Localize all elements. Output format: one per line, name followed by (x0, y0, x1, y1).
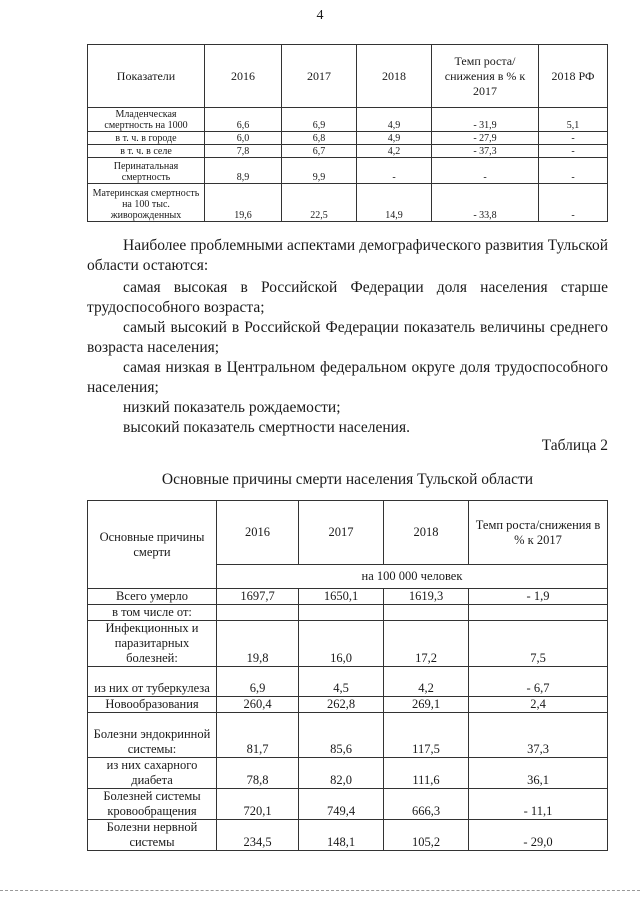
table-cell: 6,9 (217, 667, 299, 697)
table-cell: в т. ч. в селе (88, 145, 205, 158)
table-cell: 111,6 (384, 758, 469, 789)
table-header-cell: Основные причины смерти (88, 501, 217, 589)
table-row (88, 605, 608, 621)
table-cell: - (539, 184, 608, 222)
table-header-cell: 2018 (384, 501, 469, 565)
table-row (88, 758, 608, 789)
table-cell: 19,6 (205, 184, 282, 222)
table-cell: - 31,9 (432, 108, 539, 132)
table-cell: 1650,1 (299, 589, 384, 605)
table-cell: 234,5 (217, 820, 299, 851)
table-cell: из них от туберкулеза (88, 667, 217, 697)
table-row (88, 621, 608, 667)
table-cell: Всего умерло (88, 589, 217, 605)
table-cell: 148,1 (299, 820, 384, 851)
table-cell (217, 605, 299, 621)
table-header-cell: 2018 РФ (539, 45, 608, 108)
table-cell: 36,1 (469, 758, 608, 789)
table-caption-label: Таблица 2 (541, 437, 608, 454)
paragraph-item: самая высокая в Российской Федерации доля населения старше трудоспособного возраста; (87, 279, 608, 316)
table-header-cell: 2016 (205, 45, 282, 108)
table-cell: - 6,7 (469, 667, 608, 697)
table-cell: 269,1 (384, 697, 469, 713)
paragraph-intro: Наиболее проблемными аспектами демографического развития Тульской области остаются: (87, 237, 608, 274)
table-header-cell: 2017 (282, 45, 357, 108)
table-cell: в т. ч. в городе (88, 132, 205, 145)
table-header-cell: 2017 (299, 501, 384, 565)
table-cell: 16,0 (299, 621, 384, 667)
table-cell: 2,4 (469, 697, 608, 713)
table-cell: 82,0 (299, 758, 384, 789)
table-cell: Болезни эндокринной системы: (88, 713, 217, 758)
table-cell: Материнская смертность на 100 тыс. живорожденных (88, 184, 205, 222)
table-cell: 666,3 (384, 789, 469, 820)
table-cell: Болезни нервной системы (88, 820, 217, 851)
table-cell: 78,8 (217, 758, 299, 789)
table-cell: Инфекционных и паразитарных болезней: (88, 621, 217, 667)
table-cell: 4,5 (299, 667, 384, 697)
table-cell: - 1,9 (469, 589, 608, 605)
table-cell: 6,9 (282, 108, 357, 132)
table-header-cell: 2018 (357, 45, 432, 108)
table-cell: - (539, 145, 608, 158)
table-cell: 6,7 (282, 145, 357, 158)
table-cell: 7,5 (469, 621, 608, 667)
death-causes-table (87, 500, 608, 851)
table-cell: 6,8 (282, 132, 357, 145)
table-cell: 6,6 (205, 108, 282, 132)
table-cell: 81,7 (217, 713, 299, 758)
table-cell: - (357, 158, 432, 184)
table-header-cell: 2016 (217, 501, 299, 565)
table-cell: Новообразования (88, 697, 217, 713)
table-cell: 5,1 (539, 108, 608, 132)
table-cell: Болезней системы кровообращения (88, 789, 217, 820)
table-cell: 262,8 (299, 697, 384, 713)
table-row (88, 667, 608, 697)
table-cell (469, 605, 608, 621)
table-cell (384, 605, 469, 621)
table-row (88, 158, 608, 184)
paragraph-item: низкий показатель рождаемости; (123, 399, 341, 416)
table-cell: - 11,1 (469, 789, 608, 820)
table-cell: Перинатальная смертность (88, 158, 205, 184)
table-row (88, 697, 608, 713)
table-cell: 8,9 (205, 158, 282, 184)
table-cell: 4,9 (357, 108, 432, 132)
table-cell: - 37,3 (432, 145, 539, 158)
paragraph-item: самый высокий в Российской Федерации показатель величины среднего возраста населения; (87, 319, 608, 356)
table-cell: в том числе от: (88, 605, 217, 621)
table-header-row (88, 45, 608, 108)
table-cell: 4,9 (357, 132, 432, 145)
scan-edge-divider (0, 890, 640, 895)
table-cell: 1619,3 (384, 589, 469, 605)
table-cell: из них сахарного диабета (88, 758, 217, 789)
table-header-cell: Темп роста/снижения в % к 2017 (432, 45, 539, 108)
table-cell: 4,2 (384, 667, 469, 697)
table-row (88, 789, 608, 820)
infant-mortality-table (87, 44, 608, 222)
table-cell: 19,8 (217, 621, 299, 667)
page-number: 4 (316, 8, 324, 23)
table-cell: 117,5 (384, 713, 469, 758)
paragraph-item: высокий показатель смертности населения. (123, 419, 410, 436)
paragraph-item: самая низкая в Центральном федеральном округе доля трудоспособного населения; (87, 359, 608, 396)
table-row (88, 108, 608, 132)
unit-cell: на 100 000 человек (217, 565, 608, 589)
table-cell: 85,6 (299, 713, 384, 758)
table-row (88, 145, 608, 158)
table-cell: - (539, 158, 608, 184)
table-cell: 22,5 (282, 184, 357, 222)
table-cell: 105,2 (384, 820, 469, 851)
table-cell: 749,4 (299, 789, 384, 820)
table-cell: 14,9 (357, 184, 432, 222)
table-cell: 260,4 (217, 697, 299, 713)
table-cell: 9,9 (282, 158, 357, 184)
table-header-row (88, 501, 608, 565)
table-row (88, 713, 608, 758)
table-cell: 37,3 (469, 713, 608, 758)
table-cell: 720,1 (217, 789, 299, 820)
table-cell: - (539, 132, 608, 145)
table-row (88, 132, 608, 145)
table-header-cell: Показатели (88, 45, 205, 108)
table-cell: 1697,7 (217, 589, 299, 605)
table-cell: - (432, 158, 539, 184)
table-cell: 17,2 (384, 621, 469, 667)
table-row (88, 589, 608, 605)
table-cell: - 29,0 (469, 820, 608, 851)
table-cell: Младенческая смертность на 1000 (88, 108, 205, 132)
table-row (88, 184, 608, 222)
table-cell: - 27,9 (432, 132, 539, 145)
table-header-cell: Темп роста/снижения в % к 2017 (469, 501, 608, 565)
table-cell: - 33,8 (432, 184, 539, 222)
table-cell (299, 605, 384, 621)
table-cell: 7,8 (205, 145, 282, 158)
table-row (88, 820, 608, 851)
table-cell: 6,0 (205, 132, 282, 145)
table-title: Основные причины смерти населения Тульской области (161, 471, 534, 488)
table-cell: 4,2 (357, 145, 432, 158)
